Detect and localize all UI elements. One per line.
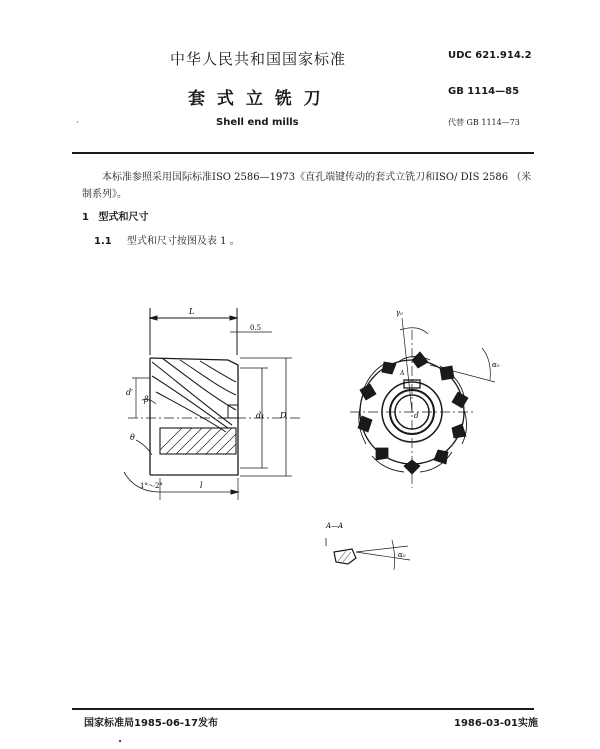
label-dprime: d′ [126, 388, 133, 397]
label-alpha: α₀ [492, 361, 500, 369]
label-d1: d₁ [256, 411, 265, 420]
document-title: 套 式 立 铣 刀 [188, 89, 324, 109]
label-gamma: γ₀ [396, 309, 403, 317]
margin-mark: · [76, 118, 79, 127]
label-l: l [200, 481, 203, 490]
label-A-A: A—A [326, 522, 344, 530]
label-0-5: 0.5 [250, 324, 262, 332]
label-angle: 1°～2° [140, 482, 163, 490]
label-d: d [414, 412, 419, 420]
section-title: 型式和尺寸 [98, 212, 149, 223]
gb-number: GB 1114—85 [448, 86, 520, 97]
end-view [350, 318, 495, 488]
bottom-mark: • [118, 738, 123, 746]
label-beta: β [144, 395, 149, 404]
clause-text: 型式和尺寸按图及表 1 。 [126, 236, 240, 247]
effective-date: 1986-03-01实施 [454, 718, 538, 729]
label-theta: θ [130, 433, 135, 442]
document-subtitle: Shell end mills [216, 117, 299, 128]
replaces-note: 代替 GB 1114—73 [448, 118, 520, 127]
teeth-outline [359, 356, 467, 472]
intro-line-1: 本标准参照采用国际标准ISO 2586—1973《直孔端键传动的套式立铣刀和ISO/ DIS 2586 （米 [102, 172, 532, 183]
footer-rule [72, 708, 534, 710]
udc-number: UDC 621.914.2 [448, 50, 532, 61]
clause-number: 1.1 [94, 236, 112, 247]
label-section-alpha: α₀ [398, 551, 406, 559]
side-view [124, 308, 300, 500]
standard-org: 中华人民共和国国家标准 [170, 50, 347, 68]
cutter-teeth [358, 352, 468, 474]
label-section-A: A [400, 370, 405, 377]
label-D: D [280, 411, 287, 420]
section-number: 1 [82, 212, 89, 223]
label-L: L [189, 307, 195, 316]
issued-date: 国家标准局1985-06-17发布 [84, 718, 218, 729]
intro-line-2: 制系列》。 [82, 189, 127, 200]
